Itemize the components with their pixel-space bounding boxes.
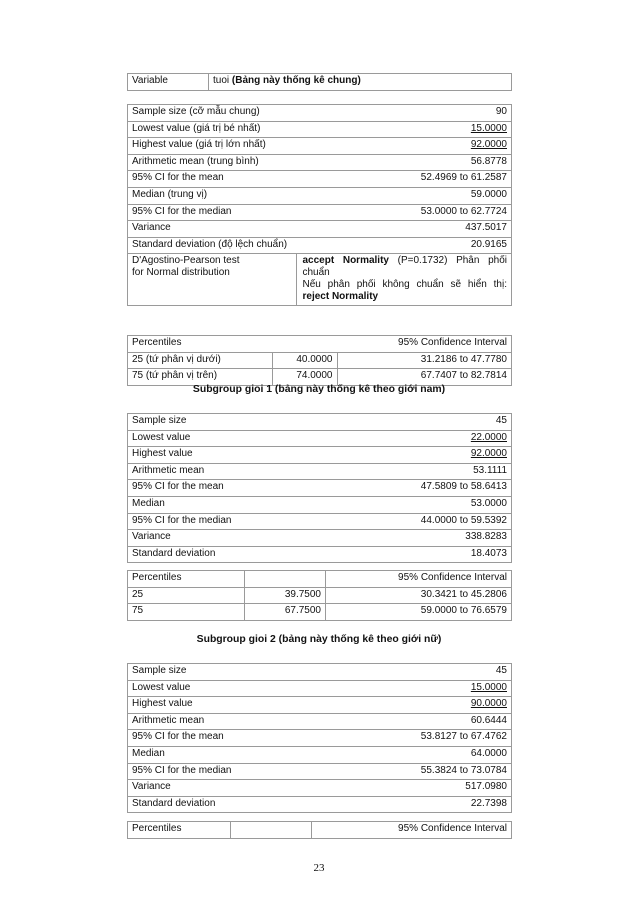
table-cell: 75 (tứ phân vị trên) (128, 369, 273, 386)
table-cell: 92.0000 (332, 447, 511, 464)
table-cell: 517.0980 (332, 780, 511, 797)
table-cell: 18.4073 (332, 546, 511, 563)
stats-row (128, 530, 512, 547)
table-cell: Sample size (128, 414, 333, 431)
variable-label: Variable (128, 74, 209, 91)
table-cell: Sample size (128, 664, 333, 681)
table-row (128, 571, 512, 588)
table-cell: Variance (128, 221, 297, 238)
table-cell: Variance (128, 780, 333, 797)
stats-row (128, 496, 512, 513)
percentile-row (128, 369, 512, 386)
table-cell: 67.7407 to 82.7814 (337, 369, 512, 386)
percentiles-header: Percentiles (128, 822, 231, 839)
table-cell: 95% CI for the mean (128, 730, 333, 747)
table-cell: Arithmetic mean (trung bình) (128, 154, 297, 171)
percentile-row (128, 352, 512, 369)
table-cell: 53.1111 (332, 463, 511, 480)
stats-row (128, 796, 512, 813)
stats-row (128, 746, 512, 763)
sd-value: 20.9165 (296, 237, 512, 254)
table-cell: 44.0000 to 59.5392 (332, 513, 511, 530)
stats-row (128, 414, 512, 431)
stats-row (128, 171, 512, 188)
table-cell: 92.0000 (296, 138, 512, 155)
table-cell: 22.7398 (332, 796, 511, 813)
stats-row (128, 546, 512, 563)
table-cell: Highest value (giá trị lớn nhất) (128, 138, 297, 155)
table-cell: 338.8283 (332, 530, 511, 547)
stats-row (128, 763, 512, 780)
table-cell: 90.0000 (332, 697, 511, 714)
table-cell: Arithmetic mean (128, 713, 333, 730)
table-cell: 95% CI for the median (128, 513, 333, 530)
table-cell: Lowest value (128, 680, 333, 697)
subgroup2-stats-table (127, 663, 512, 813)
table-cell: 15.0000 (296, 121, 512, 138)
table-cell: Highest value (128, 697, 333, 714)
stats-row (128, 780, 512, 797)
general-percentiles-table (127, 335, 512, 386)
variable-value: tuoi (Bảng này thống kê chung) (209, 74, 512, 91)
stats-row (128, 697, 512, 714)
table-cell: 90 (296, 105, 512, 122)
table-cell: 31.2186 to 47.7780 (337, 352, 512, 369)
table-cell: 59.0000 (296, 187, 512, 204)
stats-row (128, 447, 512, 464)
table-cell: Arithmetic mean (128, 463, 333, 480)
ci-header: 95% Confidence Interval (326, 571, 512, 588)
table-cell: Median (trung vị) (128, 187, 297, 204)
normality-row (128, 254, 512, 306)
table-cell: Highest value (128, 447, 333, 464)
table-cell: 40.0000 (272, 352, 337, 369)
table-cell: 95% CI for the median (128, 763, 333, 780)
table-cell: 437.5017 (296, 221, 512, 238)
table-cell: 67.7500 (245, 604, 326, 621)
sd-label: Standard deviation (độ lệch chuẩn) (128, 237, 297, 254)
stats-row (128, 138, 512, 155)
stats-row (128, 187, 512, 204)
ci-header: 95% Confidence Interval (272, 336, 512, 353)
table-row (128, 822, 512, 839)
stats-row (128, 154, 512, 171)
page-number: 23 (313, 862, 325, 874)
table-cell: 60.6444 (332, 713, 511, 730)
table-cell (245, 571, 326, 588)
stats-row (128, 221, 512, 238)
table-cell: 25 (tứ phân vị dưới) (128, 352, 273, 369)
table-cell: Sample size (cỡ mẫu chung) (128, 105, 297, 122)
stats-row (128, 121, 512, 138)
table-cell: 95% CI for the mean (128, 171, 297, 188)
table-cell: Lowest value (128, 430, 333, 447)
table-cell: 30.3421 to 45.2806 (326, 587, 512, 604)
table-cell: Standard deviation (128, 796, 333, 813)
ci-header: 95% Confidence Interval (312, 822, 512, 839)
table-cell: 45 (332, 414, 511, 431)
subgroup2-percentiles-table (127, 821, 512, 839)
percentiles-header: Percentiles (128, 571, 245, 588)
table-cell: 75 (128, 604, 245, 621)
table-cell: Lowest value (giá trị bé nhất) (128, 121, 297, 138)
table-cell: 55.3824 to 73.0784 (332, 763, 511, 780)
variable-table (127, 73, 512, 91)
stats-row (128, 513, 512, 530)
stats-row (128, 664, 512, 681)
percentiles-header: Percentiles (128, 336, 273, 353)
table-cell: 53.8127 to 67.4762 (332, 730, 511, 747)
percentile-row (128, 604, 512, 621)
stats-row (128, 204, 512, 221)
table-row (128, 74, 512, 91)
stats-row (128, 680, 512, 697)
table-cell: 95% CI for the mean (128, 480, 333, 497)
table-cell: 47.5809 to 58.6413 (332, 480, 511, 497)
table-cell: 56.8778 (296, 154, 512, 171)
table-cell (231, 822, 312, 839)
table-cell: 45 (332, 664, 511, 681)
table-cell: 52.4969 to 61.2587 (296, 171, 512, 188)
table-cell: Median (128, 496, 333, 513)
stats-row (128, 237, 512, 254)
stats-row (128, 713, 512, 730)
table-cell: 39.7500 (245, 587, 326, 604)
table-cell: 74.0000 (272, 369, 337, 386)
table-row (128, 336, 512, 353)
stats-row (128, 730, 512, 747)
table-cell: 25 (128, 587, 245, 604)
stats-row (128, 463, 512, 480)
table-cell: 53.0000 (332, 496, 511, 513)
table-cell: 22.0000 (332, 430, 511, 447)
table-cell: 95% CI for the median (128, 204, 297, 221)
general-stats-table (127, 104, 512, 306)
table-cell: 64.0000 (332, 746, 511, 763)
table-cell: Standard deviation (128, 546, 333, 563)
stats-row (128, 105, 512, 122)
subgroup1-stats-table (127, 413, 512, 563)
normality-label: D'Agostino-Pearson test for Normal distribution (128, 254, 297, 306)
percentile-row (128, 587, 512, 604)
stats-row (128, 480, 512, 497)
subgroup2-title: Subgroup gioi 2 (bảng này thống kê theo giới nữ) (196, 634, 442, 645)
table-cell: 15.0000 (332, 680, 511, 697)
table-cell: Median (128, 746, 333, 763)
subgroup1-title: Subgroup gioi 1 (bảng này thống kê theo giới nam) (192, 384, 446, 395)
subgroup1-percentiles-table (127, 570, 512, 621)
table-cell: Variance (128, 530, 333, 547)
stats-row (128, 430, 512, 447)
table-cell: 59.0000 to 76.6579 (326, 604, 512, 621)
normality-result: accept Normality (P=0.1732) Phân phối chuẩn Nếu phân phối không chuẩn sẽ hiển thị: reject Normality (296, 254, 512, 306)
table-cell: 53.0000 to 62.7724 (296, 204, 512, 221)
